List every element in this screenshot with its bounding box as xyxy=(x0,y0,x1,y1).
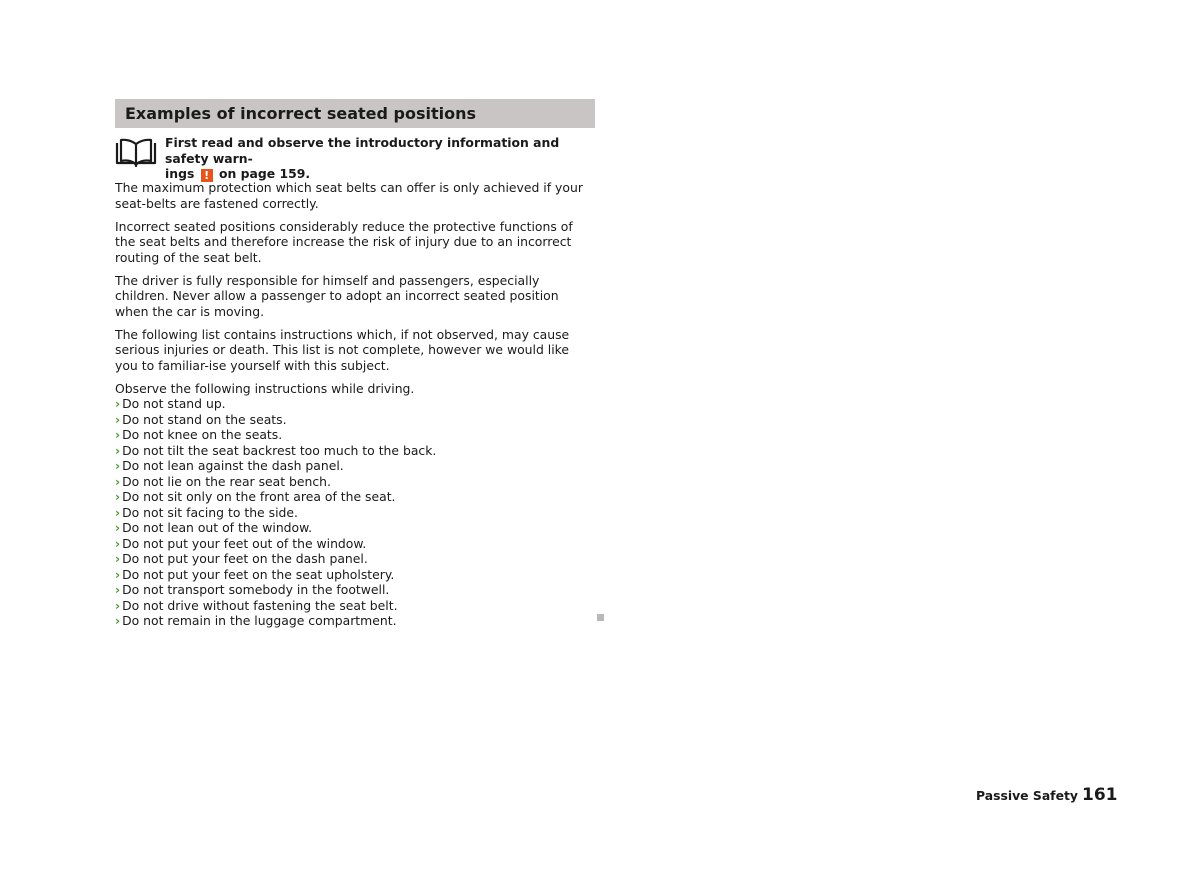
page-number: 161 xyxy=(1082,785,1118,805)
instruction-list xyxy=(115,396,593,629)
paragraph: The following list contains instructions which, if not observed, may cause serious injuries or death. This list is not complete, however we would like you to familiar-ise yourself with this subject. xyxy=(115,326,570,373)
footer-section-title: Passive Safety xyxy=(976,788,1078,803)
list-item-text: Do not stand up. xyxy=(122,396,226,411)
chevron-right-icon: › xyxy=(115,535,121,551)
list-item xyxy=(115,474,593,490)
chevron-right-icon: › xyxy=(115,551,121,566)
list-item-text: Do not lean against the dash panel. xyxy=(122,458,344,473)
list-item xyxy=(115,505,593,521)
chevron-right-icon: › xyxy=(115,520,121,535)
list-intro: Observe the following instructions while driving. xyxy=(115,380,415,396)
list-item-text: Do not tilt the seat backrest too much to the back. xyxy=(122,442,437,458)
warning-icon[interactable]: ! xyxy=(201,169,213,182)
list-item xyxy=(115,536,593,552)
list-item xyxy=(115,582,593,598)
chevron-right-icon: › xyxy=(115,489,121,504)
list-item xyxy=(115,520,593,536)
list-item-text: Do not sit only on the front area of the seat. xyxy=(122,489,396,504)
chevron-right-icon: › xyxy=(115,613,121,628)
list-item xyxy=(115,551,593,567)
list-item-text: Do not transport somebody in the footwell. xyxy=(122,582,390,597)
list-item xyxy=(115,443,593,459)
page-reference-link[interactable]: on page 159. xyxy=(218,166,311,181)
notice-line-1: First read and observe the introductory information and safety warn- xyxy=(165,135,560,166)
list-item-text: Do not put your feet on the dash panel. xyxy=(122,551,368,566)
section-header xyxy=(115,99,595,128)
list-item-text: Do not put your feet on the seat upholstery. xyxy=(122,566,395,582)
chevron-right-icon: › xyxy=(115,473,121,489)
list-item-text: Do not put your feet out of the window. xyxy=(122,535,367,551)
list-item xyxy=(115,489,593,505)
chevron-right-icon: › xyxy=(115,566,121,582)
safety-notice xyxy=(115,135,595,182)
list-item xyxy=(115,567,593,583)
list-item xyxy=(115,427,593,443)
list-item-text: Do not knee on the seats. xyxy=(122,427,283,442)
paragraph: The maximum protection which seat belts can offer is only achieved if your seat-belts are fastened correctly. xyxy=(115,180,583,211)
chevron-right-icon: › xyxy=(115,597,121,613)
list-item-text: Do not stand on the seats. xyxy=(122,411,287,427)
notice-line-2-start: ings xyxy=(165,166,195,181)
paragraph: Incorrect seated positions considerably reduce the protective functions of the seat belts and therefore increase the risk of injury due to an incorrect routing of the seat belt. xyxy=(115,218,573,265)
list-item-text: Do not sit facing to the side. xyxy=(122,504,298,520)
chevron-right-icon: › xyxy=(115,582,121,597)
section-title: Examples of incorrect seated positions xyxy=(125,104,476,123)
chevron-right-icon: › xyxy=(115,504,121,520)
chevron-right-icon: › xyxy=(115,427,121,442)
list-item xyxy=(115,598,593,614)
list-item xyxy=(115,412,593,428)
book-icon xyxy=(115,137,157,167)
list-item-text: Do not drive without fastening the seat belt. xyxy=(122,597,398,613)
list-item xyxy=(115,613,593,629)
chevron-right-icon: › xyxy=(115,411,121,427)
list-item xyxy=(115,458,593,474)
list-item-text: Do not lean out of the window. xyxy=(122,520,313,535)
list-item-text: Do not lie on the rear seat bench. xyxy=(122,473,331,489)
end-of-section-marker xyxy=(597,614,604,621)
list-item-text: Do not remain in the luggage compartment. xyxy=(122,613,397,628)
body-text xyxy=(115,180,593,629)
paragraph: The driver is fully responsible for himself and passengers, especially children. Never allow a passenger to adopt an incorrect seated position when the car is moving. xyxy=(115,272,559,319)
notice-text xyxy=(165,135,585,182)
list-item xyxy=(115,396,593,412)
chevron-right-icon: › xyxy=(115,442,121,458)
chevron-right-icon: › xyxy=(115,396,121,411)
chevron-right-icon: › xyxy=(115,458,121,473)
